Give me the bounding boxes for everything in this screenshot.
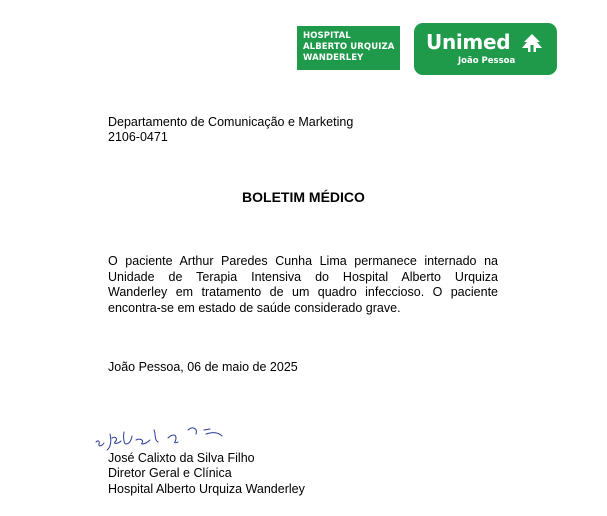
- department-name: Departamento de Comunicação e Marketing: [108, 115, 354, 129]
- paragraph-line: Unidade de Terapia Intensiva do Hospital Alberto Urquiza: [108, 269, 498, 284]
- department-phone: 2106-0471: [108, 130, 168, 144]
- unimed-logo-city: João Pessoa: [458, 56, 516, 66]
- unimed-tree-icon: [520, 33, 544, 53]
- document-date: João Pessoa, 06 de maio de 2025: [108, 360, 298, 374]
- signatory-role: Diretor Geral e Clínica: [108, 466, 232, 480]
- paragraph-line: Wanderley em tratamento de um quadro infeccioso. O paciente: [108, 285, 498, 299]
- hospital-logo: [297, 26, 400, 70]
- signatory-name: José Calixto da Silva Filho: [108, 451, 255, 465]
- hospital-logo-line: HOSPITAL: [303, 31, 351, 41]
- paragraph-line: O paciente Arthur Paredes Cunha Lima permanece internado na: [108, 254, 498, 268]
- signatory-organization: Hospital Alberto Urquiza Wanderley: [108, 482, 305, 496]
- document-title: BOLETIM MÉDICO: [242, 189, 365, 205]
- hospital-logo-line: ALBERTO URQUIZA: [303, 42, 395, 52]
- unimed-logo-name: Unimed: [426, 30, 511, 54]
- unimed-logo: [414, 23, 557, 75]
- hospital-logo-line: WANDERLEY: [303, 53, 364, 63]
- bulletin-paragraph: [108, 254, 498, 316]
- paragraph-line: encontra-se em estado de saúde considerado grave.: [108, 300, 401, 315]
